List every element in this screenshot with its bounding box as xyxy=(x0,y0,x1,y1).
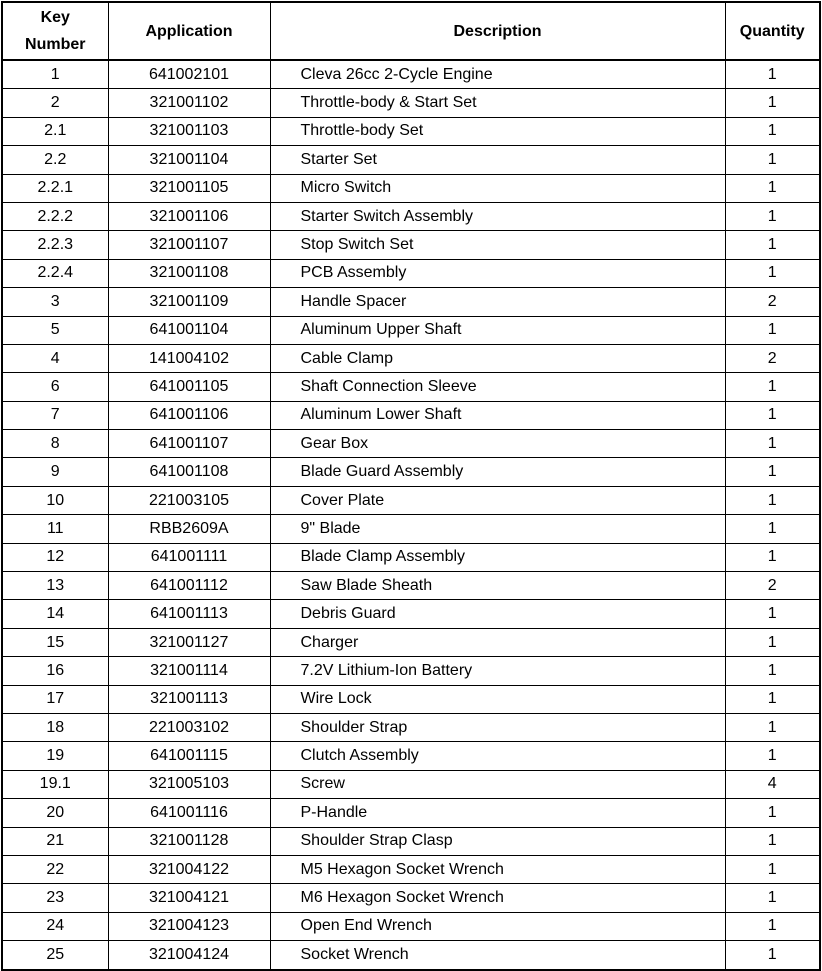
quantity-cell: 2 xyxy=(725,572,820,600)
application-cell: 321001128 xyxy=(108,827,270,855)
description-cell: Aluminum Upper Shaft xyxy=(270,316,725,344)
description-cell: Cleva 26cc 2-Cycle Engine xyxy=(270,60,725,89)
table-row xyxy=(2,543,820,571)
description-cell: Micro Switch xyxy=(270,174,725,202)
application-cell: 321001113 xyxy=(108,685,270,713)
key-number-cell: 15 xyxy=(2,628,108,656)
quantity-cell: 1 xyxy=(725,430,820,458)
table-row xyxy=(2,515,820,543)
key-number-cell: 1 xyxy=(2,60,108,89)
table-row xyxy=(2,202,820,230)
quantity-cell: 1 xyxy=(725,458,820,486)
key-header-line2: Number xyxy=(25,36,86,53)
quantity-cell: 1 xyxy=(725,174,820,202)
description-cell: Starter Switch Assembly xyxy=(270,202,725,230)
application-cell: 641001104 xyxy=(108,316,270,344)
description-cell: Cable Clamp xyxy=(270,344,725,372)
description-cell: Charger xyxy=(270,628,725,656)
table-row xyxy=(2,855,820,883)
application-header: Application xyxy=(108,2,270,60)
table-row xyxy=(2,713,820,741)
application-cell: 321001127 xyxy=(108,628,270,656)
table-row xyxy=(2,146,820,174)
application-cell: 321001109 xyxy=(108,288,270,316)
application-cell: 321001103 xyxy=(108,117,270,145)
description-header: Description xyxy=(270,2,725,60)
key-number-cell: 14 xyxy=(2,600,108,628)
quantity-header: Quantity xyxy=(725,2,820,60)
key-number-cell: 5 xyxy=(2,316,108,344)
quantity-cell: 1 xyxy=(725,742,820,770)
quantity-cell: 1 xyxy=(725,401,820,429)
quantity-cell: 1 xyxy=(725,146,820,174)
description-cell: Stop Switch Set xyxy=(270,231,725,259)
application-cell: 321001107 xyxy=(108,231,270,259)
quantity-cell: 1 xyxy=(725,827,820,855)
quantity-cell: 1 xyxy=(725,855,820,883)
table-row xyxy=(2,685,820,713)
table-row xyxy=(2,600,820,628)
description-cell: P-Handle xyxy=(270,799,725,827)
key-number-cell: 22 xyxy=(2,855,108,883)
table-row xyxy=(2,458,820,486)
quantity-cell: 1 xyxy=(725,713,820,741)
quantity-cell: 1 xyxy=(725,543,820,571)
quantity-cell: 1 xyxy=(725,60,820,89)
quantity-cell: 1 xyxy=(725,628,820,656)
application-cell: 641001111 xyxy=(108,543,270,571)
description-cell: Aluminum Lower Shaft xyxy=(270,401,725,429)
table-row xyxy=(2,827,820,855)
description-cell: 9" Blade xyxy=(270,515,725,543)
quantity-cell: 2 xyxy=(725,288,820,316)
table-row xyxy=(2,572,820,600)
key-number-cell: 3 xyxy=(2,288,108,316)
description-cell: Shaft Connection Sleeve xyxy=(270,373,725,401)
quantity-cell: 1 xyxy=(725,259,820,287)
table-header xyxy=(2,2,820,60)
application-cell: 641001107 xyxy=(108,430,270,458)
application-cell: 641001116 xyxy=(108,799,270,827)
description-cell: Shoulder Strap xyxy=(270,713,725,741)
application-cell: 641001105 xyxy=(108,373,270,401)
quantity-cell: 1 xyxy=(725,600,820,628)
description-cell: Throttle-body & Start Set xyxy=(270,89,725,117)
key-number-cell: 9 xyxy=(2,458,108,486)
application-cell: 641002101 xyxy=(108,60,270,89)
quantity-cell: 1 xyxy=(725,941,820,970)
key-number-cell: 2 xyxy=(2,89,108,117)
application-cell: 321001108 xyxy=(108,259,270,287)
table-row xyxy=(2,231,820,259)
key-number-cell: 2.2.3 xyxy=(2,231,108,259)
description-cell: Handle Spacer xyxy=(270,288,725,316)
description-cell: Throttle-body Set xyxy=(270,117,725,145)
key-number-cell: 10 xyxy=(2,486,108,514)
quantity-cell: 1 xyxy=(725,89,820,117)
quantity-cell: 1 xyxy=(725,685,820,713)
table-row xyxy=(2,60,820,89)
application-cell: 321001105 xyxy=(108,174,270,202)
key-number-cell: 6 xyxy=(2,373,108,401)
key-number-cell: 17 xyxy=(2,685,108,713)
table-row xyxy=(2,344,820,372)
table-row xyxy=(2,628,820,656)
description-cell: Open End Wrench xyxy=(270,912,725,940)
application-cell: 321001106 xyxy=(108,202,270,230)
key-number-cell: 4 xyxy=(2,344,108,372)
application-cell: 321004124 xyxy=(108,941,270,970)
table-row xyxy=(2,742,820,770)
description-cell: Screw xyxy=(270,770,725,798)
table-row xyxy=(2,799,820,827)
key-number-cell: 2.1 xyxy=(2,117,108,145)
table-row xyxy=(2,259,820,287)
application-cell: 641001112 xyxy=(108,572,270,600)
key-number-cell: 13 xyxy=(2,572,108,600)
key-number-cell: 12 xyxy=(2,543,108,571)
table-row xyxy=(2,316,820,344)
application-cell: 321004121 xyxy=(108,884,270,912)
application-cell: 221003102 xyxy=(108,713,270,741)
table-row xyxy=(2,941,820,970)
table-row xyxy=(2,117,820,145)
key-number-cell: 21 xyxy=(2,827,108,855)
application-cell: 321004123 xyxy=(108,912,270,940)
description-cell: Socket Wrench xyxy=(270,941,725,970)
table-row xyxy=(2,288,820,316)
application-cell: 221003105 xyxy=(108,486,270,514)
parts-table xyxy=(1,1,821,971)
quantity-cell: 1 xyxy=(725,884,820,912)
description-cell: M6 Hexagon Socket Wrench xyxy=(270,884,725,912)
application-cell: RBB2609A xyxy=(108,515,270,543)
description-cell: Saw Blade Sheath xyxy=(270,572,725,600)
table-row xyxy=(2,486,820,514)
table-row xyxy=(2,430,820,458)
description-cell: Blade Clamp Assembly xyxy=(270,543,725,571)
quantity-cell: 1 xyxy=(725,373,820,401)
application-cell: 321005103 xyxy=(108,770,270,798)
description-cell: Debris Guard xyxy=(270,600,725,628)
table-row xyxy=(2,912,820,940)
quantity-cell: 1 xyxy=(725,316,820,344)
key-number-cell: 19.1 xyxy=(2,770,108,798)
quantity-cell: 1 xyxy=(725,486,820,514)
application-cell: 141004102 xyxy=(108,344,270,372)
table-row xyxy=(2,657,820,685)
key-number-cell: 11 xyxy=(2,515,108,543)
quantity-cell: 1 xyxy=(725,657,820,685)
quantity-cell: 1 xyxy=(725,799,820,827)
key-number-header xyxy=(2,2,108,60)
key-number-cell: 23 xyxy=(2,884,108,912)
key-number-cell: 25 xyxy=(2,941,108,970)
quantity-cell: 1 xyxy=(725,202,820,230)
quantity-cell: 1 xyxy=(725,912,820,940)
table-row xyxy=(2,89,820,117)
application-cell: 321004122 xyxy=(108,855,270,883)
application-cell: 321001102 xyxy=(108,89,270,117)
key-number-cell: 18 xyxy=(2,713,108,741)
description-cell: Starter Set xyxy=(270,146,725,174)
table-row xyxy=(2,373,820,401)
quantity-cell: 2 xyxy=(725,344,820,372)
application-cell: 321001114 xyxy=(108,657,270,685)
application-cell: 641001115 xyxy=(108,742,270,770)
application-cell: 321001104 xyxy=(108,146,270,174)
description-cell: Gear Box xyxy=(270,430,725,458)
description-cell: Cover Plate xyxy=(270,486,725,514)
description-cell: Clutch Assembly xyxy=(270,742,725,770)
application-cell: 641001108 xyxy=(108,458,270,486)
quantity-cell: 4 xyxy=(725,770,820,798)
description-cell: Blade Guard Assembly xyxy=(270,458,725,486)
quantity-cell: 1 xyxy=(725,515,820,543)
description-cell: Shoulder Strap Clasp xyxy=(270,827,725,855)
description-cell: Wire Lock xyxy=(270,685,725,713)
header-row xyxy=(2,2,820,60)
key-number-cell: 16 xyxy=(2,657,108,685)
description-cell: M5 Hexagon Socket Wrench xyxy=(270,855,725,883)
table-body xyxy=(2,60,820,970)
key-number-cell: 2.2.4 xyxy=(2,259,108,287)
application-cell: 641001106 xyxy=(108,401,270,429)
table-row xyxy=(2,401,820,429)
quantity-cell: 1 xyxy=(725,117,820,145)
description-cell: 7.2V Lithium-Ion Battery xyxy=(270,657,725,685)
key-number-cell: 19 xyxy=(2,742,108,770)
table-row xyxy=(2,770,820,798)
key-number-cell: 8 xyxy=(2,430,108,458)
key-number-cell: 2.2 xyxy=(2,146,108,174)
key-number-cell: 20 xyxy=(2,799,108,827)
description-cell: PCB Assembly xyxy=(270,259,725,287)
key-header-line1: Key xyxy=(40,9,70,26)
key-number-cell: 7 xyxy=(2,401,108,429)
table-row xyxy=(2,174,820,202)
key-number-cell: 24 xyxy=(2,912,108,940)
table-row xyxy=(2,884,820,912)
key-number-cell: 2.2.1 xyxy=(2,174,108,202)
key-number-cell: 2.2.2 xyxy=(2,202,108,230)
quantity-cell: 1 xyxy=(725,231,820,259)
application-cell: 641001113 xyxy=(108,600,270,628)
